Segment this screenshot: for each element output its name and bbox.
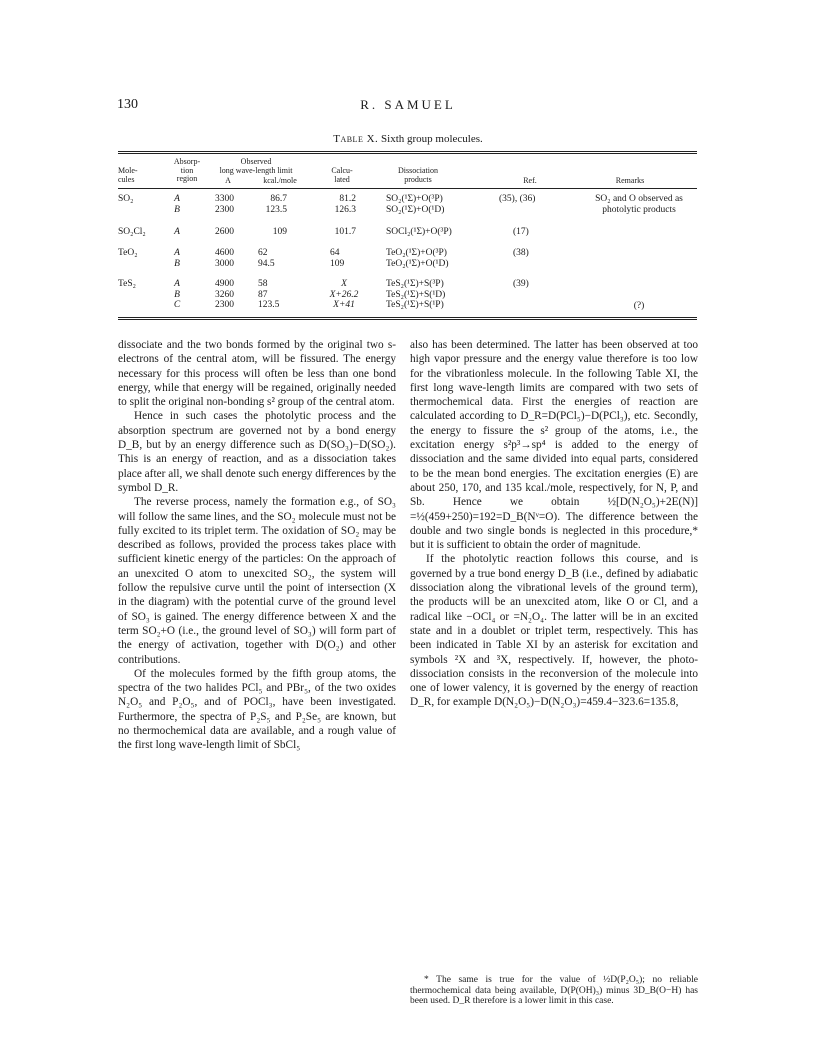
kcal-values: 109 xyxy=(272,227,287,237)
header-molecules: Mole- cules xyxy=(118,166,138,184)
table-caption-label: Table X. xyxy=(333,133,379,145)
table-header-rule xyxy=(118,188,697,189)
header-remarks: Remarks xyxy=(615,176,645,185)
right-text-column xyxy=(410,338,698,710)
kcal-values: 58 87 123.5 xyxy=(258,279,280,310)
molecule: TeO₂ xyxy=(118,248,138,258)
left-paragraph: dissociate and the two bonds formed by the original two s-electrons of the central atom, will be fissured. The energy necessary for this process will often be less than one bond energy, while that energy will be regained, originally needed to split the original non-bonding s² group of the central atom. xyxy=(118,339,396,409)
reference: (17) xyxy=(513,227,529,237)
calculated-values: 64 109 xyxy=(330,248,345,269)
page-number: 130 xyxy=(117,97,138,112)
wavelengths: 3300 2300 xyxy=(215,194,234,215)
absorption-regions: A B xyxy=(174,194,180,215)
absorption-regions: A B xyxy=(174,248,180,269)
molecule: TeS₂ xyxy=(118,279,136,289)
kcal-values: 86.7 123.5 xyxy=(265,194,287,215)
left-text-column xyxy=(118,338,396,753)
header-observed-kcal: kcal./mole xyxy=(263,176,297,185)
molecule: SO₂Cl₂ xyxy=(118,227,146,237)
dissociation-products: TeS₂(¹Σ)+S(³P) TeS₂(¹Σ)+S(¹D) TeS₂(¹Σ)+S(¹P) xyxy=(386,279,446,310)
dissociation-products: SO₂(¹Σ)+O(³P) SO₂(¹Σ)+O(¹D) xyxy=(386,194,445,215)
remarks: (?) xyxy=(633,301,645,311)
dissociation-products: SOCl₂(¹Σ)+O(³P) xyxy=(386,227,452,237)
running-head: R. SAMUEL xyxy=(360,97,456,112)
calculated-values: 101.7 xyxy=(334,227,356,237)
table-top-rule-2 xyxy=(118,153,697,154)
left-paragraph: Hence in such cases the photolytic process and the absorption spectrum are governed not by a bond energy D_B, but by an energy difference such as D(SO₃)−D(SO₂). This is an energy of reaction, and as a dissociation takes place after all, we shall denote such energy differences by the symbol D_R. xyxy=(118,410,396,494)
calculated-values: 81.2 126.3 xyxy=(334,194,356,215)
header-calculated: Calcu- lated xyxy=(331,166,353,184)
header-dissociation-products: Dissociation products xyxy=(398,166,438,184)
reference: (39) xyxy=(513,279,529,289)
left-paragraph: The reverse process, namely the formation e.g., of SO₃ will follow the same lines, and the SO₂ molecule must not be fully excited to its triplet term. The oxidation of SO₂ may be described as follows, provided the process takes place with sufficient kinetic energy of the particles: On the approach of an unexcited O atom to unexcited SO₂, the system will follow the repulsive curve until the point of intersection (X in the diagram) with the potential curve of the ground level of SO₃ is gained. The energy difference between X and the term SO₂+O (i.e., the ground level of SO₃) will form part of the energy of activation, together with D(O₂) and other contributions. xyxy=(118,496,396,666)
left-paragraph: Of the molecules formed by the fifth group atoms, the spectra of the two halides PCl₅ and PBr₅, of the two oxides N₂O₅ and P₂O₅, and of POCl₃, have been investigated. Furthermore, the spectra of P₂S₅ and P₂Se₅ are known, but no thermochemical data are available, and a rough value of the first long wave-length limit of SbCl₅ xyxy=(118,667,396,752)
absorption-regions: A B C xyxy=(173,279,181,310)
header-observed-angstrom: A xyxy=(225,176,231,185)
table-bottom-rule xyxy=(118,317,697,318)
reference: (35), (36) xyxy=(499,194,536,204)
molecule: SO₂ xyxy=(118,194,134,204)
wavelengths: 4900 3260 2300 xyxy=(215,279,234,310)
table-caption-text: Sixth group molecules. xyxy=(381,133,483,145)
absorption-regions: A xyxy=(174,227,180,237)
reference: (38) xyxy=(513,248,529,258)
table-top-rule xyxy=(118,151,697,152)
dissociation-products: TeO₂(¹Σ)+O(³P) TeO₂(¹Σ)+O(¹D) xyxy=(386,248,449,269)
header-observed: Observed long wave-length limit xyxy=(219,157,293,175)
kcal-values: 62 94.5 xyxy=(258,248,275,269)
table-bottom-rule-2 xyxy=(118,319,697,320)
wavelengths: 4600 3000 xyxy=(215,248,234,269)
wavelengths: 2600 xyxy=(215,227,234,237)
remarks: SO₂ and O observed as photolytic products xyxy=(595,194,683,215)
calculated-values: X X+26.2 X+41 xyxy=(329,279,359,310)
right-paragraph: also has been determined. The latter has been observed at too high vapor pressure and the energy value therefore is too low for the vibrationless molecule. In the following Table XI, the first long wave-length limits are compared with two sets of thermochemical data. First the energies of reaction are calculated according to D_R=D(PCl₅)−D(PCl₃), etc. Secondly, the energy to fissure the s² group of the atoms, i.e., the excitation energy s²p³→sp⁴ is added to the energy of dissociation and the same divided into equal parts, considered to be the mean bond energies. The excitation energies (E) are about 250, 170, and 135 kcal./mole, respectively, for N, P, and Sb. Hence we obtain ½[D(N₂O₅)+2E(N)] =½(459+250)=192=D_B(Nᵛ=O). The difference between the double and two single bonds is neglected in this procedure,* but it is sufficient to obtain the order of magnitude. xyxy=(410,339,698,552)
table-caption xyxy=(0,133,816,145)
footnote: * The same is true for the value of ½D(P₂O₅); no reliable thermochemical data being available, D(P(OH)₃) minus 3D_B(O−H) has been used. D_R therefore is a lower limit in this case. xyxy=(410,975,698,1006)
header-ref: Ref. xyxy=(523,176,537,185)
right-paragraph: If the photolytic reaction follows this course, and is governed by a true bond energy D_B (i.e., defined by adiabatic dissociation along the vibrational levels of the ground term), the products will be an unexcited atom, like O or Cl, and a radical like −OCl₄ or =N₂O₄. The latter will be in an excited state and in a doublet or triplet term, respectively. This has been indicated in Table XI by an asterisk for excitation and symbols ²X and ³X, respectively. If, however, the photo-dissociation consists in the reconversion of the molecule into one of lower valency, it is governed by the energy of reaction D_R, for example D(N₂O₅)−D(N₂O₃)=459.4−323.6=135.8, xyxy=(410,553,698,709)
header-absorption-region: Absorp- tion region xyxy=(173,157,201,183)
